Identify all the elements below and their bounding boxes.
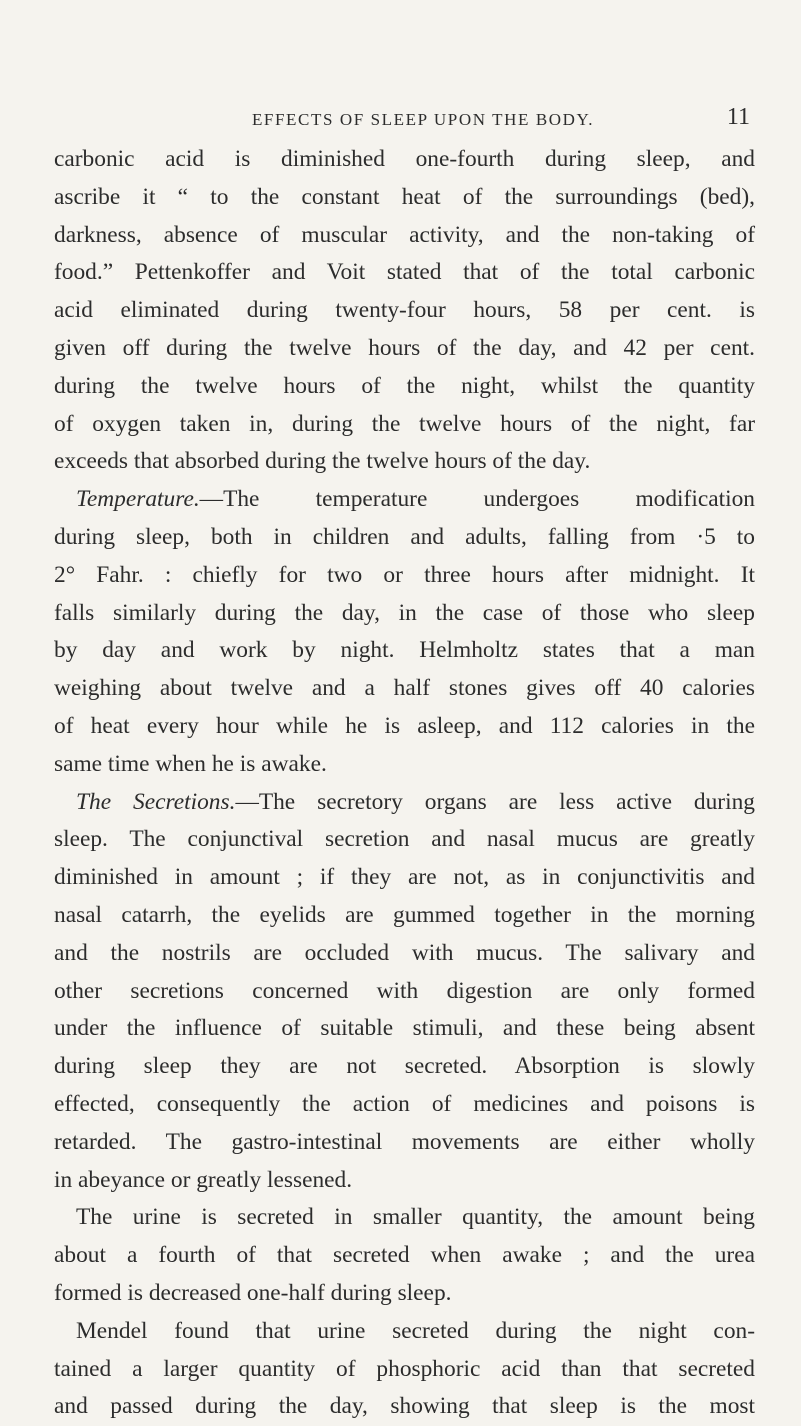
text-line — [54, 670, 755, 708]
section-heading: The Secretions. — [76, 788, 236, 815]
line-text: —The secretory organs are less active during — [235, 788, 755, 815]
running-head — [92, 104, 754, 140]
line-text: other secretions concerned with digestion are only formed — [54, 977, 755, 1004]
line-text: by day and work by night. Helmholtz states that a man — [54, 637, 755, 664]
text-line — [54, 821, 755, 859]
running-title: EFFECTS OF SLEEP UPON THE BODY. — [251, 110, 595, 129]
line-text: darkness, absence of muscular activity, and the non-taking of — [54, 221, 755, 248]
line-text: acid eliminated during twenty-four hours, 58 per cent. is — [54, 297, 755, 324]
line-text: effected, consequently the action of medicines and poisons is — [54, 1090, 755, 1117]
text-line — [54, 1010, 755, 1048]
line-text: tained a larger quantity of phosphoric acid than that secreted — [54, 1355, 755, 1382]
line-text: in abeyance or greatly lessened. — [54, 1166, 353, 1193]
line-text: same time when he is awake. — [54, 750, 327, 777]
text-line — [54, 519, 755, 557]
text-line — [54, 368, 755, 406]
text-line — [54, 1388, 755, 1426]
text-line — [54, 254, 755, 292]
text-line — [54, 784, 755, 822]
line-text: under the influence of suitable stimuli, and these being absent — [54, 1015, 755, 1042]
line-text: weighing about twelve and a half stones gives off 40 calories — [54, 675, 755, 702]
text-line — [54, 632, 755, 670]
text-line — [54, 292, 755, 330]
line-text: 2° Fahr. : chiefly for two or three hours after midnight. It — [54, 561, 755, 588]
text-line — [54, 708, 755, 746]
line-text: of heat every hour while he is asleep, and 112 calories in the — [54, 712, 755, 739]
text-line — [54, 1199, 755, 1237]
line-text: nasal catarrh, the eyelids are gummed together in the morning — [54, 901, 755, 928]
line-text: about a fourth of that secreted when awake ; and the urea — [54, 1242, 755, 1269]
line-text: diminished in amount ; if they are not, as in conjunctivitis and — [54, 864, 755, 891]
section-heading: Temperature. — [76, 486, 200, 513]
line-text: and the nostrils are occluded with mucus. The salivary and — [54, 939, 755, 966]
line-text: Mendel found that urine secreted during the night con- — [76, 1317, 755, 1344]
line-text: sleep. The conjunctival secretion and nasal mucus are greatly — [54, 826, 755, 853]
text-line — [54, 1351, 755, 1389]
text-line — [54, 935, 755, 973]
text-line — [54, 595, 755, 633]
text-line — [54, 481, 755, 519]
text-line — [54, 1086, 755, 1124]
text-line — [54, 179, 755, 217]
text-line — [54, 217, 755, 255]
text-line — [54, 1313, 755, 1351]
line-text: during sleep, both in children and adults, falling from ·5 to — [54, 523, 755, 550]
line-text: and passed during the day, showing that sleep is the most — [54, 1393, 755, 1420]
text-line — [54, 141, 755, 179]
line-text: The urine is secreted in smaller quantity, the amount being — [76, 1204, 755, 1231]
body-text — [54, 141, 755, 1426]
text-line — [54, 1237, 755, 1275]
text-line — [54, 1124, 755, 1162]
line-text: given off during the twelve hours of the day, and 42 per cent. — [54, 334, 755, 361]
text-line — [54, 557, 755, 595]
text-line — [54, 443, 755, 481]
line-text: —The temperature undergoes modification — [199, 486, 755, 513]
line-text: carbonic acid is diminished one-fourth during sleep, and — [54, 146, 755, 172]
line-text: exceeds that absorbed during the twelve hours of the day. — [54, 448, 591, 475]
text-line — [54, 1162, 755, 1200]
line-text: during sleep they are not secreted. Absorption is slowly — [54, 1053, 755, 1080]
text-line — [54, 330, 755, 368]
text-line — [54, 406, 755, 444]
page-number: 11 — [726, 104, 750, 130]
line-text: falls similarly during the day, in the case of those who sleep — [54, 599, 755, 626]
line-text: during the twelve hours of the night, whilst the quantity — [54, 372, 755, 399]
line-text: of oxygen taken in, during the twelve hours of the night, far — [54, 410, 755, 437]
text-line — [54, 1048, 755, 1086]
line-text: ascribe it “ to the constant heat of the surroundings (bed), — [54, 183, 755, 210]
line-text: formed is decreased one-half during sleep. — [54, 1279, 452, 1306]
line-text: food.” Pettenkoffer and Voit stated that of the total carbonic — [54, 259, 755, 286]
text-line — [54, 746, 755, 784]
line-text: retarded. The gastro-intestinal movements are either wholly — [54, 1128, 755, 1155]
text-line — [54, 859, 755, 897]
text-line — [54, 897, 755, 935]
text-line — [54, 973, 755, 1011]
text-line — [54, 1275, 755, 1313]
